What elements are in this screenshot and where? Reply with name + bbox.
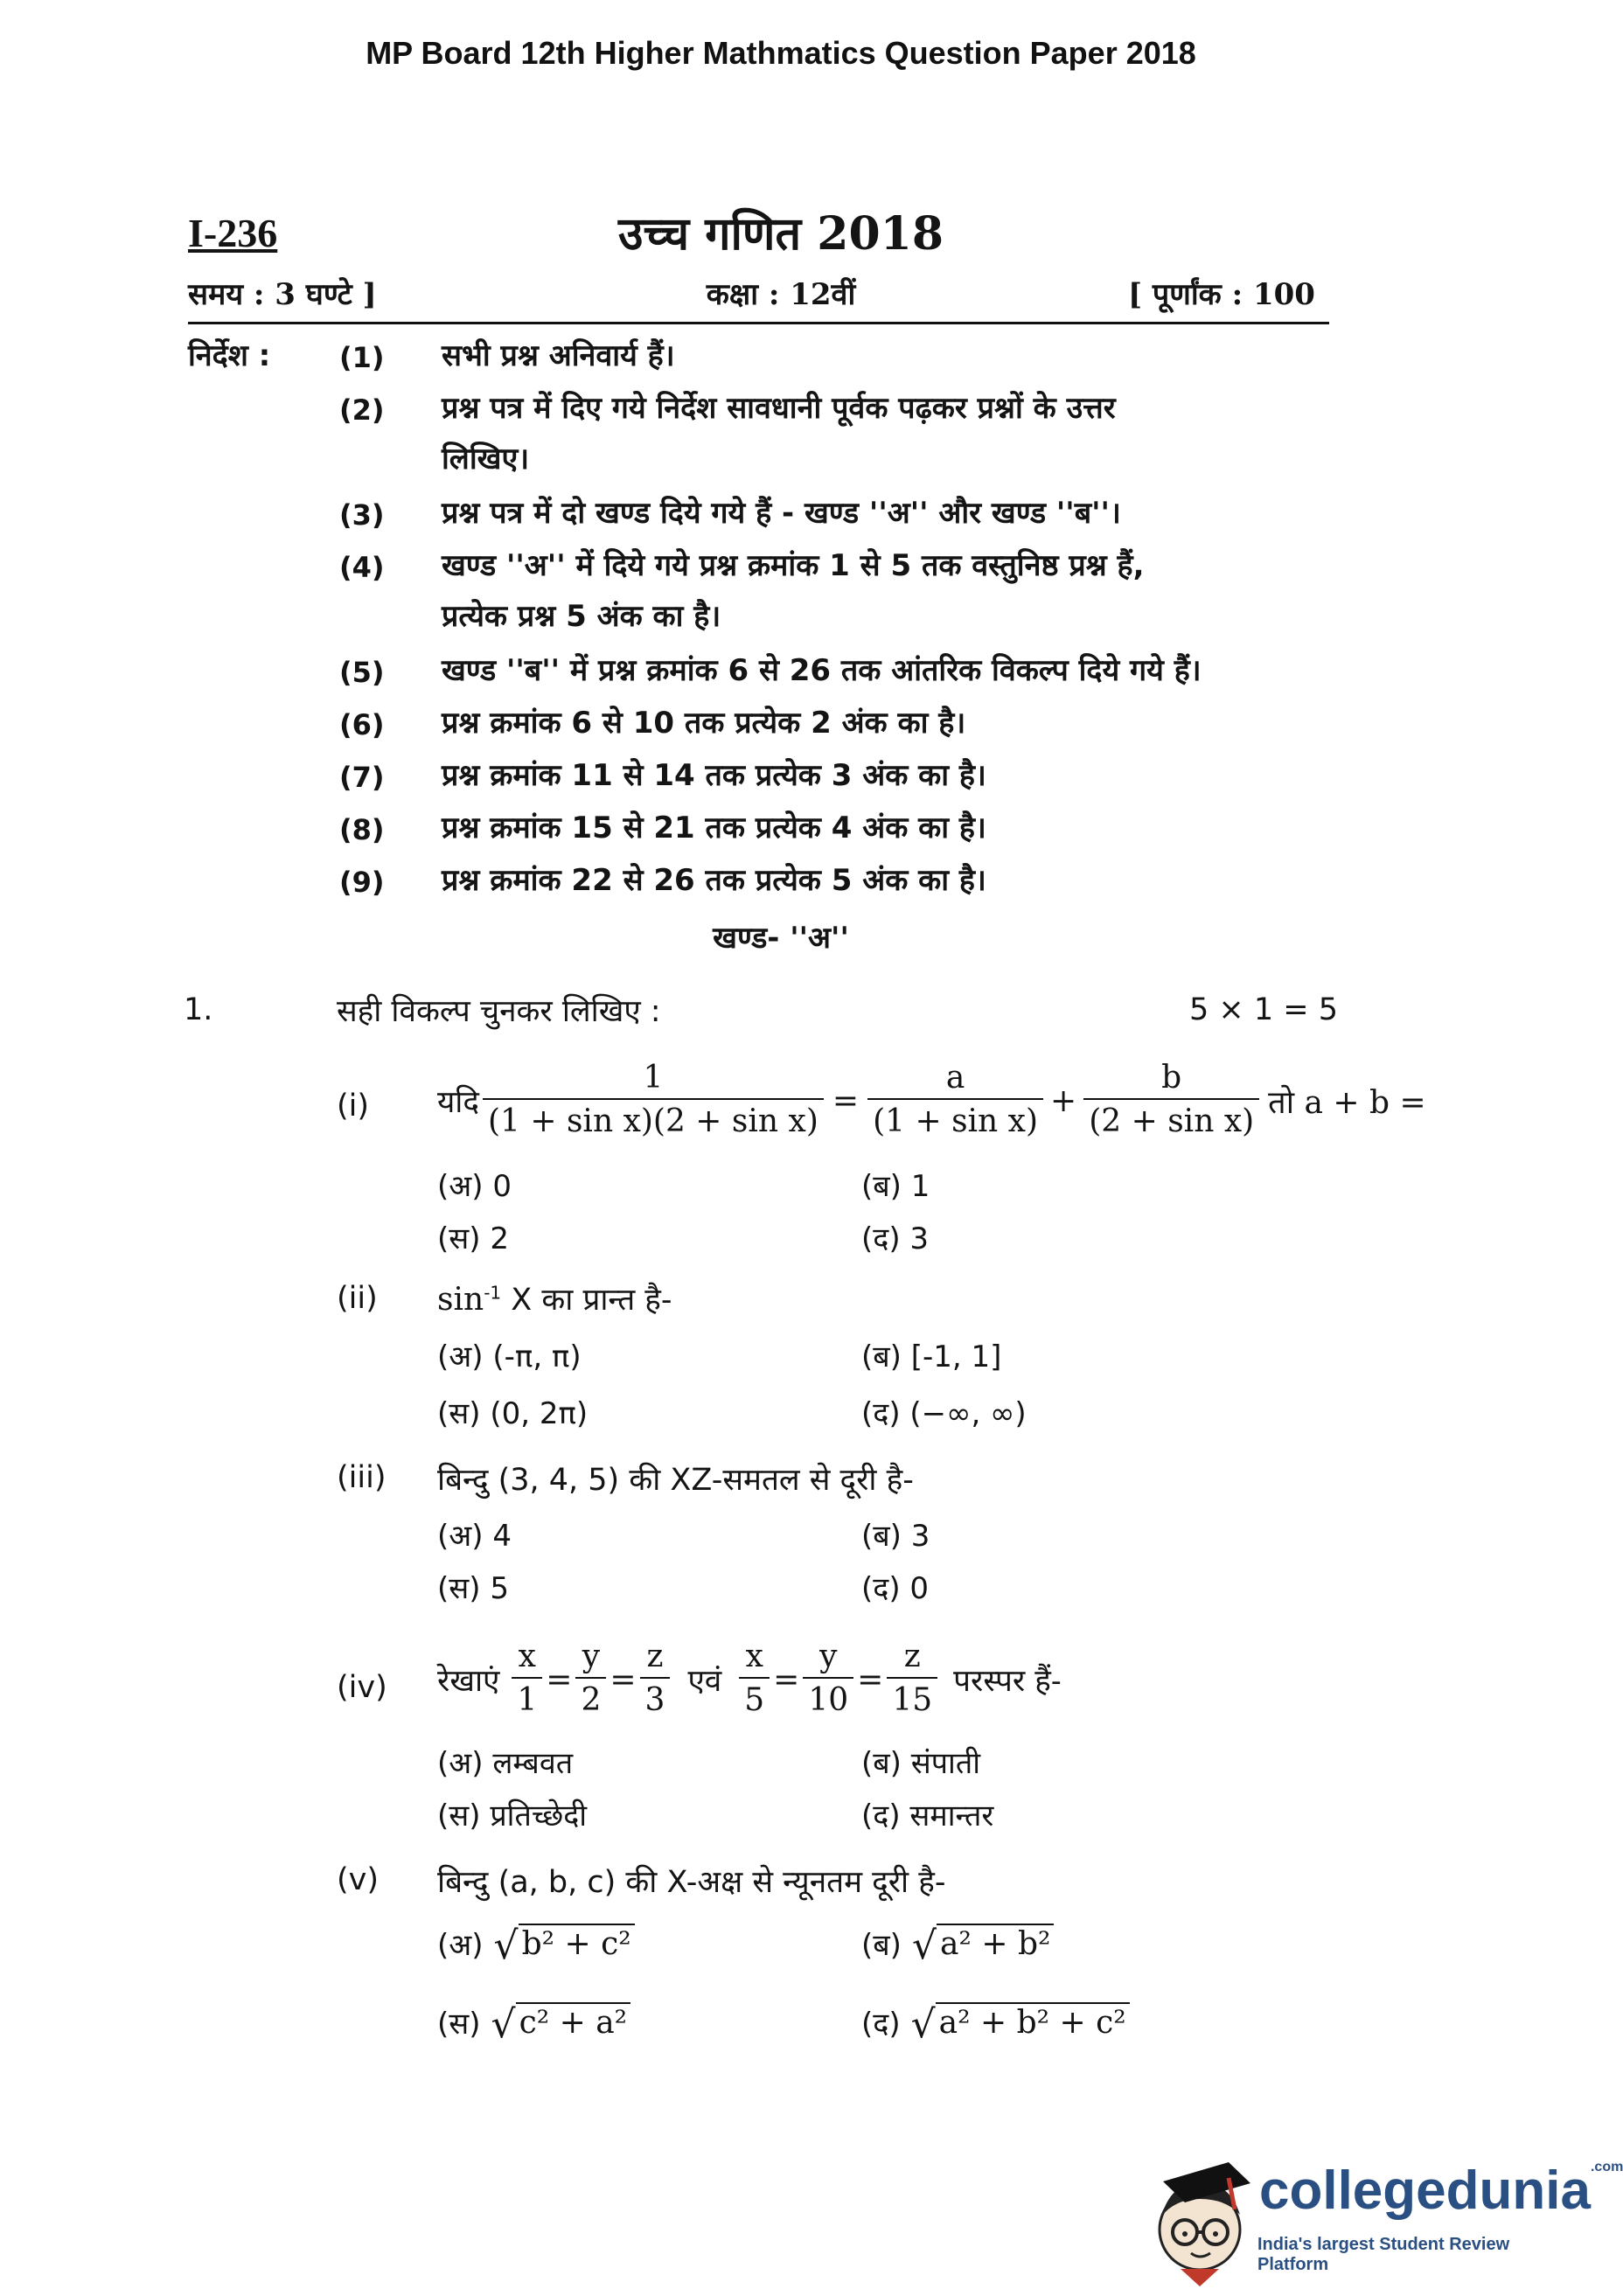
instruction-number: (9) — [339, 866, 385, 899]
denominator: 10 — [803, 1677, 853, 1722]
option — [861, 1924, 1054, 1968]
option-label: (स) — [437, 2007, 481, 2042]
radical-sign: √ — [910, 2002, 936, 2047]
page-header-title: MP Board 12th Higher Mathmatics Question Paper 2018 — [366, 35, 1196, 71]
plus-sign: + — [1050, 1082, 1077, 1119]
numerator: a — [945, 1060, 965, 1096]
instruction-number: (1) — [339, 341, 385, 374]
part-ii-text: X का प्रान्त है- — [501, 1283, 672, 1318]
equals-sign: = — [832, 1082, 860, 1119]
square-root — [910, 2002, 1130, 2047]
radical-sign: √ — [491, 2002, 516, 2047]
option-label: (द) — [861, 2007, 901, 2042]
numerator: z — [646, 1639, 664, 1674]
radicand: a² + b² — [937, 1924, 1054, 1964]
instruction-number: (3) — [339, 498, 385, 532]
option: (द) (−∞, ∞) — [861, 1396, 1027, 1431]
instruction-text: सभी प्रश्न अनिवार्य हैं। — [442, 338, 675, 373]
paper-time: समय : 3 घण्टे ] — [188, 277, 377, 312]
equals-sign: = — [609, 1661, 637, 1698]
denominator: (2 + sin x) — [1083, 1098, 1259, 1144]
numerator: b — [1161, 1060, 1182, 1096]
mascot-logo-icon — [1146, 2146, 1259, 2291]
fraction — [887, 1637, 937, 1722]
option: (अ) 0 — [437, 1169, 512, 1204]
question-prompt: सही विकल्प चुनकर लिखिए : — [337, 994, 661, 1029]
part-iv-equation — [437, 1637, 1062, 1722]
paper-class: कक्षा : 12वीं — [706, 277, 856, 312]
part-i-lead: यदि — [437, 1084, 479, 1120]
equals-sign: = — [857, 1661, 884, 1698]
option — [437, 2002, 630, 2047]
instructions-label: निर्देश : — [188, 338, 271, 373]
header-divider — [188, 322, 1329, 324]
denominator: (1 + sin x)(2 + sin x) — [483, 1098, 824, 1144]
instruction-text: खण्ड ''अ'' में दिये गये प्रश्न क्रमांक 1 से 5 तक वस्तुनिष्ठ प्रश्न हैं, — [442, 548, 1145, 583]
fraction — [575, 1637, 606, 1722]
radical-sign: √ — [911, 1924, 937, 1968]
numerator: y — [819, 1639, 838, 1674]
brand-name-text: collegedunia — [1259, 2160, 1591, 2221]
option: (स) प्रतिच्छेदी — [437, 1799, 588, 1833]
part-ii-question — [437, 1278, 672, 1319]
part-number: (iv) — [337, 1670, 387, 1705]
question-number: 1. — [184, 992, 213, 1027]
instruction-text-cont: प्रत्येक प्रश्न 5 अंक का है। — [442, 599, 721, 634]
numerator: x — [518, 1639, 536, 1674]
fraction — [739, 1637, 770, 1722]
numerator: 1 — [643, 1060, 664, 1096]
instruction-text: प्रश्न क्रमांक 22 से 26 तक प्रत्येक 5 अंक का है। — [442, 863, 986, 898]
part-iii-question: बिन्दु (3, 4, 5) की XZ-समतल से दूरी है- — [437, 1463, 914, 1498]
fraction — [483, 1058, 824, 1144]
fraction — [1083, 1058, 1259, 1144]
part-iv-lead: रेखाएं — [437, 1663, 500, 1699]
part-v-question: बिन्दु (a, b, c) की X-अक्ष से न्यूनतम दूरी है- — [437, 1865, 946, 1900]
part-iv-mid: एवं — [687, 1663, 722, 1699]
option: (ब) 3 — [861, 1519, 930, 1554]
option: (स) (0, 2π) — [437, 1396, 589, 1431]
instruction-number: (8) — [339, 813, 385, 846]
instruction-text: प्रश्न पत्र में दो खण्ड दिये गये हैं - खण्ड ''अ'' और खण्ड ''ब''। — [442, 496, 1121, 531]
option-label: (अ) — [437, 1928, 484, 1963]
denominator: 5 — [739, 1677, 770, 1722]
fraction — [803, 1637, 853, 1722]
option: (ब) 1 — [861, 1169, 930, 1204]
radical-sign: √ — [493, 1924, 519, 1968]
option: (ब) संपाती — [861, 1746, 981, 1781]
part-number: (i) — [337, 1089, 370, 1124]
instruction-number: (7) — [339, 761, 385, 794]
square-root — [493, 1924, 635, 1968]
option: (स) 2 — [437, 1221, 509, 1256]
option: (अ) लम्बवत — [437, 1746, 574, 1781]
denominator: 1 — [512, 1677, 542, 1722]
square-root — [491, 2002, 631, 2047]
option: (द) 0 — [861, 1571, 930, 1606]
instruction-number: (4) — [339, 551, 385, 584]
paper-title: उच्च गणित 2018 — [617, 207, 944, 261]
part-number: (v) — [337, 1862, 380, 1897]
sin-function: sin — [437, 1282, 484, 1318]
denominator: 3 — [640, 1677, 671, 1722]
numerator: x — [745, 1639, 763, 1674]
fraction — [512, 1637, 542, 1722]
part-number: (iii) — [337, 1460, 387, 1495]
inverse-superscript: -1 — [484, 1282, 502, 1304]
option — [437, 1924, 635, 1968]
brand-tagline: India's largest Student Review Platform — [1257, 2235, 1510, 2274]
instruction-number: (5) — [339, 656, 385, 689]
instruction-number: (2) — [339, 393, 385, 427]
denominator: 15 — [887, 1677, 937, 1722]
option: (स) 5 — [437, 1571, 509, 1606]
part-number: (ii) — [337, 1281, 378, 1316]
equals-sign: = — [546, 1661, 573, 1698]
instruction-text: प्रश्न पत्र में दिए गये निर्देश सावधानी पूर्वक पढ़कर प्रश्नों के उत्तर — [442, 391, 1116, 426]
radicand: a² + b² + c² — [936, 2002, 1130, 2042]
instruction-text: खण्ड ''ब'' में प्रश्न क्रमांक 6 से 26 तक आंतरिक विकल्प दिये गये हैं। — [442, 653, 1202, 688]
paper-code: I-236 — [188, 211, 278, 255]
option: (अ) (-π, π) — [437, 1339, 582, 1374]
option — [861, 2002, 1130, 2047]
question-marks: 5 × 1 = 5 — [1189, 992, 1338, 1027]
numerator: y — [582, 1639, 601, 1674]
option: (ब) [-1, 1] — [861, 1339, 1002, 1374]
part-i-equation — [437, 1058, 1426, 1144]
instruction-text-cont: लिखिए। — [442, 442, 530, 477]
option: (द) 3 — [861, 1221, 930, 1256]
square-root — [911, 1924, 1054, 1968]
part-iv-tail: परस्पर हैं- — [953, 1663, 1062, 1699]
brand-name — [1259, 2160, 1623, 2222]
denominator: 2 — [575, 1677, 606, 1722]
option: (अ) 4 — [437, 1519, 512, 1554]
brand-suffix: .com — [1590, 2160, 1623, 2174]
option: (द) समान्तर — [861, 1799, 994, 1833]
instruction-text: प्रश्न क्रमांक 15 से 21 तक प्रत्येक 4 अंक का है। — [442, 811, 986, 845]
denominator: (1 + sin x) — [867, 1098, 1043, 1144]
numerator: z — [903, 1639, 921, 1674]
radicand: c² + a² — [516, 2002, 631, 2042]
equals-sign: = — [773, 1661, 800, 1698]
instruction-text: प्रश्न क्रमांक 6 से 10 तक प्रत्येक 2 अंक का है। — [442, 706, 966, 741]
option-label: (ब) — [861, 1928, 902, 1963]
fraction — [640, 1637, 671, 1722]
fraction — [867, 1058, 1043, 1144]
section-a-heading: खण्ड- ''अ'' — [713, 921, 849, 956]
radicand: b² + c² — [519, 1924, 635, 1964]
part-i-tail: तो a + b = — [1268, 1084, 1426, 1121]
instruction-number: (6) — [339, 708, 385, 741]
instruction-text: प्रश्न क्रमांक 11 से 14 तक प्रत्येक 3 अंक का है। — [442, 758, 986, 793]
paper-marks: [ पूर्णांक : 100 — [1128, 277, 1315, 312]
